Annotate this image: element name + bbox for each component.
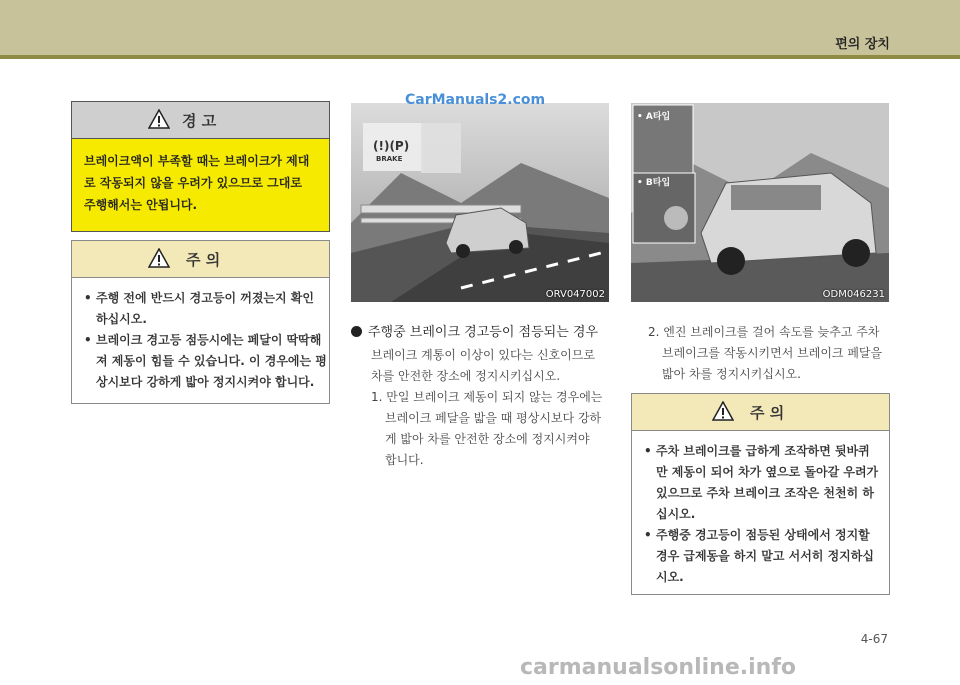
page-header	[0, 0, 960, 55]
warning-box-header	[72, 102, 329, 139]
step-2: 2. 엔진 브레이크를 걸어 속도를 늦추고 주차 브레이크를 작동시키면서 브레이크 페달을 밟아 차를 정지시키십시오.	[648, 325, 883, 381]
footer-watermark: carmanualsonline.info	[520, 655, 796, 680]
watermark-top: CarManuals2.com	[405, 92, 546, 108]
section-intro: 브레이크 계통이 이상이 있다는 신호이므로 차를 안전한 장소에 정지시키십시오.	[371, 348, 595, 383]
parking-brake-photo	[631, 103, 889, 302]
caution-box-left	[71, 240, 330, 404]
warning-text: 브레이크액이 부족할 때는 브레이크가 제대 로 작동되지 않을 우려가 있으므로 그대로 주행해서는 안됩니다.	[84, 154, 310, 212]
section-title: 편의 장치	[835, 37, 890, 52]
warning-triangle-icon	[148, 109, 170, 129]
caution-triangle-icon	[148, 248, 170, 268]
section-heading: 주행중 브레이크 경고등이 점등되는 경우	[351, 321, 598, 340]
brake-lamp-label: BRAKE	[376, 155, 403, 163]
brake-warning-photo	[351, 103, 609, 302]
caution-list	[632, 441, 889, 588]
caution-list	[72, 288, 329, 393]
type-a-label: • A타입	[637, 112, 671, 122]
list-item: • 주행 전에 반드시 경고등이 꺼졌는지 확인 하십시오.	[72, 288, 329, 330]
step-1: 1. 만일 브레이크 제동이 되지 않는 경우에는 브레이크 페달을 밟을 때 평상시보다 강하 게 밟아 차를 안전한 장소에 정지시켜야 합니다.	[371, 390, 603, 467]
caution-box-header	[72, 241, 329, 278]
page-number: 4-67	[860, 632, 888, 646]
caution-title: 주 의	[750, 404, 785, 422]
caution-title: 주 의	[186, 251, 221, 269]
caution-box-right	[631, 393, 890, 595]
bullet-dot-icon	[351, 326, 362, 337]
caution-triangle-icon	[712, 401, 734, 421]
warning-title: 경 고	[182, 112, 217, 130]
brake-lamp-icon: (!)(P)	[373, 139, 410, 153]
list-item: • 주행중 경고등이 점등된 상태에서 정지할 경우 급제동을 하지 말고 서서히 정지하십 시오.	[632, 525, 889, 588]
list-item: • 주차 브레이크를 급하게 조작하면 뒷바퀴 만 제동이 되어 차가 옆으로 돌아갈 우려가 있으므로 주차 브레이크 조작은 천천히 하 십시오.	[632, 441, 889, 525]
type-b-label: • B타입	[637, 178, 671, 188]
list-item: • 브레이크 경고등 점등시에는 페달이 딱딱해 져 제동이 힘들 수 있습니다. 이 경우에는 평 상시보다 강하게 밟아 정지시켜야 합니다.	[72, 330, 329, 393]
image-code: ORV047002	[545, 289, 605, 300]
warning-box	[71, 101, 330, 232]
header-rule	[0, 55, 960, 59]
caution-box-header	[632, 394, 889, 431]
image-code: ODM046231	[822, 289, 885, 300]
